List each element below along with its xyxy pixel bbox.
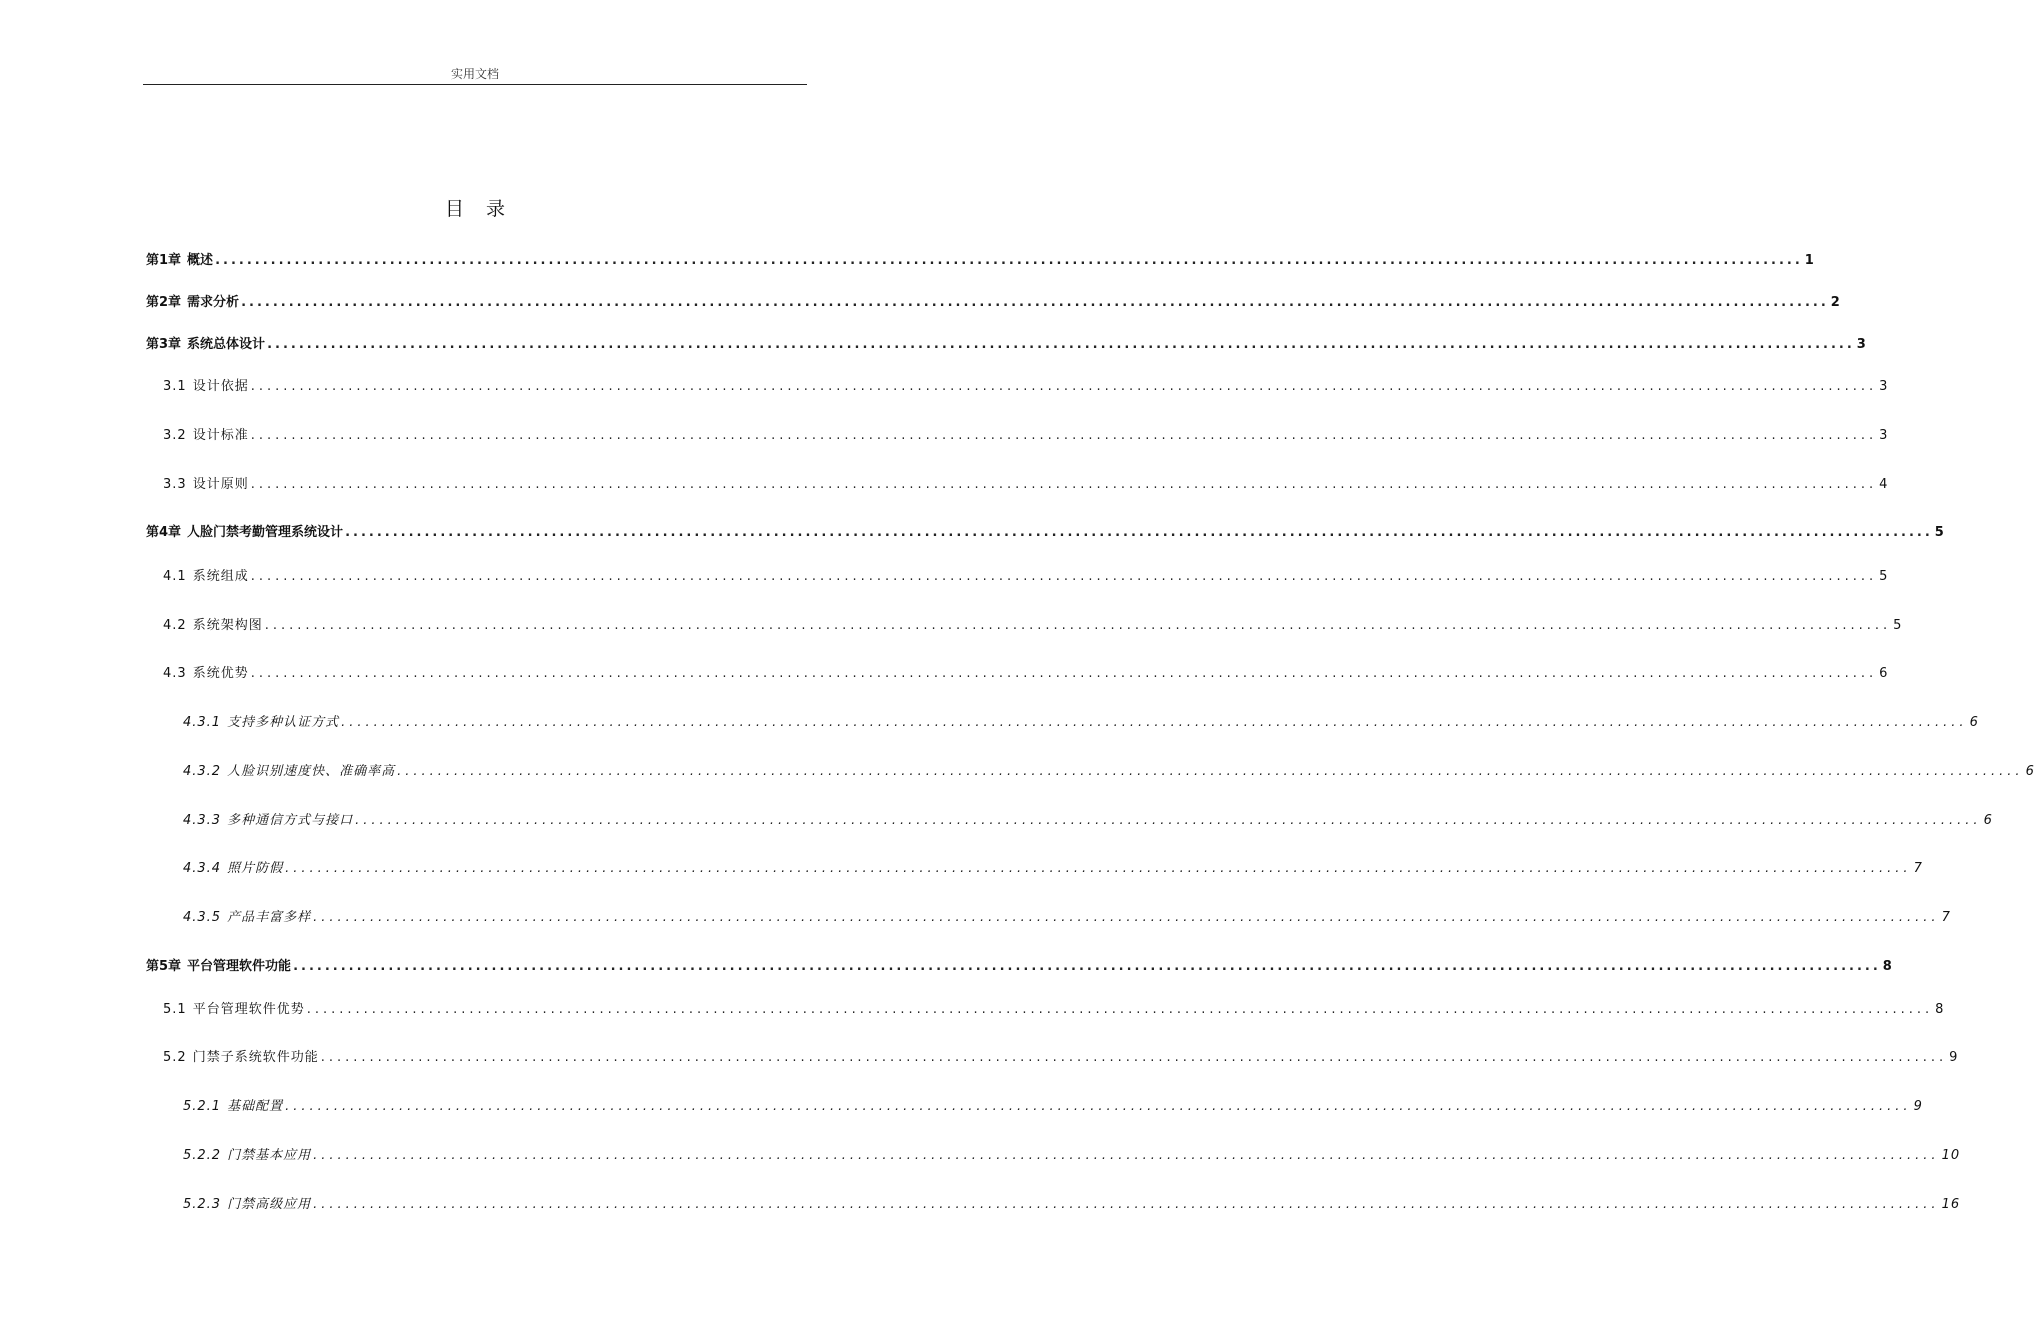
header-text: 实用文档	[450, 67, 499, 81]
toc-entry-number: 4.3.4	[183, 861, 222, 876]
toc-entry-text: 系统总体设计	[187, 337, 266, 352]
toc-entry-page: 3	[1879, 428, 1889, 443]
toc-entry-text: 平台管理软件功能	[187, 959, 292, 974]
toc-title-part2: 录	[486, 198, 506, 220]
toc-entry-page: 7	[1913, 861, 1923, 876]
toc-entry-text: 系统组成	[192, 569, 249, 584]
toc-entry-text: 门禁高级应用	[227, 1197, 312, 1212]
toc-entry-page: 1	[1804, 253, 1814, 268]
toc-entry-page: 5	[1879, 569, 1889, 584]
toc-leader-dots: ........................................................................................................................................................................................................	[320, 1050, 1948, 1065]
toc-entry[interactable]	[163, 375, 1889, 394]
toc-entry[interactable]	[146, 291, 1840, 310]
toc-entry-number: 4.3.2	[183, 764, 222, 779]
toc-entry-page: 5	[1893, 618, 1903, 633]
toc-leader-dots: ........................................................................................................................................................................................................	[267, 337, 1855, 352]
toc-entry-text: 设计标准	[192, 428, 249, 443]
toc-entry[interactable]	[183, 809, 1993, 828]
toc-entry-text: 系统优势	[192, 666, 249, 681]
toc-entry-text: 需求分析	[187, 295, 240, 310]
toc-entry-text: 概述	[187, 253, 214, 268]
toc-entry-text: 设计依据	[192, 379, 249, 394]
toc-entry-page: 3	[1879, 379, 1889, 394]
toc-entry[interactable]	[183, 1144, 1961, 1163]
toc-entry[interactable]	[146, 521, 1944, 540]
toc-entry-number: 第4章	[146, 525, 182, 540]
toc-entry[interactable]	[183, 857, 1923, 876]
toc-leader-dots: ........................................................................................................................................................................................................	[293, 959, 1881, 974]
toc-leader-dots: ........................................................................................................................................................................................................	[306, 1002, 1934, 1017]
toc-entry[interactable]	[146, 955, 1892, 974]
toc-entry-number: 5.2.1	[183, 1099, 222, 1114]
toc-entry-page: 10	[1941, 1148, 1961, 1163]
toc-entry-number: 3.3	[163, 477, 187, 492]
toc-entry-page: 9	[1949, 1050, 1959, 1065]
toc-entry[interactable]	[163, 1046, 1959, 1065]
toc-title-part1: 目	[444, 198, 464, 220]
toc-leader-dots: ........................................................................................................................................................................................................	[345, 525, 1933, 540]
toc-entry-number: 3.1	[163, 379, 187, 394]
toc-entry[interactable]	[183, 760, 2035, 779]
toc-leader-dots: ........................................................................................................................................................................................................	[285, 861, 1912, 876]
toc-leader-dots: ........................................................................................................................................................................................................	[313, 910, 1940, 925]
toc-entry-text: 系统架构图	[192, 618, 263, 633]
toc-entry-text: 基础配置	[227, 1099, 284, 1114]
toc-entry-text: 门禁基本应用	[227, 1148, 312, 1163]
toc-leader-dots: ........................................................................................................................................................................................................	[250, 379, 1878, 394]
toc-entry[interactable]	[183, 1095, 1923, 1114]
toc-entry-number: 4.3.5	[183, 910, 222, 925]
toc-leader-dots: ........................................................................................................................................................................................................	[313, 1148, 1940, 1163]
toc-leader-dots: ........................................................................................................................................................................................................	[250, 666, 1878, 681]
toc-entry-page: 5	[1934, 525, 1944, 540]
toc-entry[interactable]	[183, 906, 1951, 925]
toc-leader-dots: ........................................................................................................................................................................................................	[397, 764, 2024, 779]
toc-entry[interactable]	[163, 662, 1889, 681]
toc-entry-number: 第1章	[146, 253, 182, 268]
toc-entry-number: 5.2.2	[183, 1148, 222, 1163]
toc-leader-dots: ........................................................................................................................................................................................................	[250, 569, 1878, 584]
toc-entry-page: 2	[1830, 295, 1840, 310]
toc-entry-text: 人脸识别速度快、准确率高	[227, 764, 396, 779]
toc-entry-number: 第5章	[146, 959, 182, 974]
toc-entry-number: 5.2.3	[183, 1197, 222, 1212]
toc-entry-page: 9	[1913, 1099, 1923, 1114]
toc-entry-text: 平台管理软件优势	[192, 1002, 305, 1017]
toc-entry-number: 5.2	[163, 1050, 187, 1065]
toc-entry-page: 16	[1941, 1197, 1961, 1212]
toc-entry-page: 6	[1983, 813, 1993, 828]
toc-leader-dots: ........................................................................................................................................................................................................	[341, 715, 1968, 730]
toc-entry[interactable]	[183, 1193, 1961, 1212]
toc-entry-number: 4.3	[163, 666, 187, 681]
toc-entry[interactable]	[163, 565, 1889, 584]
toc-entry[interactable]	[163, 424, 1889, 443]
toc-entry-text: 设计原则	[192, 477, 249, 492]
toc-entry-number: 4.1	[163, 569, 187, 584]
toc-entry-number: 4.3.3	[183, 813, 222, 828]
toc-entry-text: 门禁子系统软件功能	[192, 1050, 319, 1065]
toc-entry[interactable]	[163, 998, 1945, 1017]
toc-leader-dots: ........................................................................................................................................................................................................	[264, 618, 1892, 633]
toc-entry[interactable]	[183, 711, 1979, 730]
toc-entry-number: 第3章	[146, 337, 182, 352]
toc-entry-page: 8	[1882, 959, 1892, 974]
toc-entry-page: 4	[1879, 477, 1889, 492]
toc-entry-number: 5.1	[163, 1002, 187, 1017]
toc-entry-page: 8	[1935, 1002, 1945, 1017]
toc-entry[interactable]	[163, 614, 1903, 633]
toc-entry-page: 6	[2025, 764, 2035, 779]
toc-entry-page: 3	[1856, 337, 1866, 352]
toc-leader-dots: ........................................................................................................................................................................................................	[313, 1197, 1940, 1212]
toc-entry-number: 3.2	[163, 428, 187, 443]
toc-entry[interactable]	[163, 473, 1889, 492]
toc-entry-page: 7	[1941, 910, 1951, 925]
toc-leader-dots: ........................................................................................................................................................................................................	[250, 428, 1878, 443]
toc-entry[interactable]	[146, 249, 1814, 268]
toc-entry-number: 第2章	[146, 295, 182, 310]
toc-leader-dots: ........................................................................................................................................................................................................	[241, 295, 1829, 310]
toc-leader-dots: ........................................................................................................................................................................................................	[250, 477, 1878, 492]
toc-entry-number: 4.3.1	[183, 715, 222, 730]
toc-entry-text: 多种通信方式与接口	[227, 813, 354, 828]
toc-entry-text: 照片防假	[227, 861, 284, 876]
toc-leader-dots: ........................................................................................................................................................................................................	[355, 813, 1982, 828]
toc-entry-page: 6	[1969, 715, 1979, 730]
toc-entry-number: 4.2	[163, 618, 187, 633]
toc-entry-text: 产品丰富多样	[227, 910, 312, 925]
toc-entry[interactable]	[146, 333, 1866, 352]
toc-entry-text: 支持多种认证方式	[227, 715, 340, 730]
toc-leader-dots: ........................................................................................................................................................................................................	[285, 1099, 1912, 1114]
toc-leader-dots: ........................................................................................................................................................................................................	[215, 253, 1803, 268]
toc-entry-page: 6	[1879, 666, 1889, 681]
toc-entry-text: 人脸门禁考勤管理系统设计	[187, 525, 344, 540]
